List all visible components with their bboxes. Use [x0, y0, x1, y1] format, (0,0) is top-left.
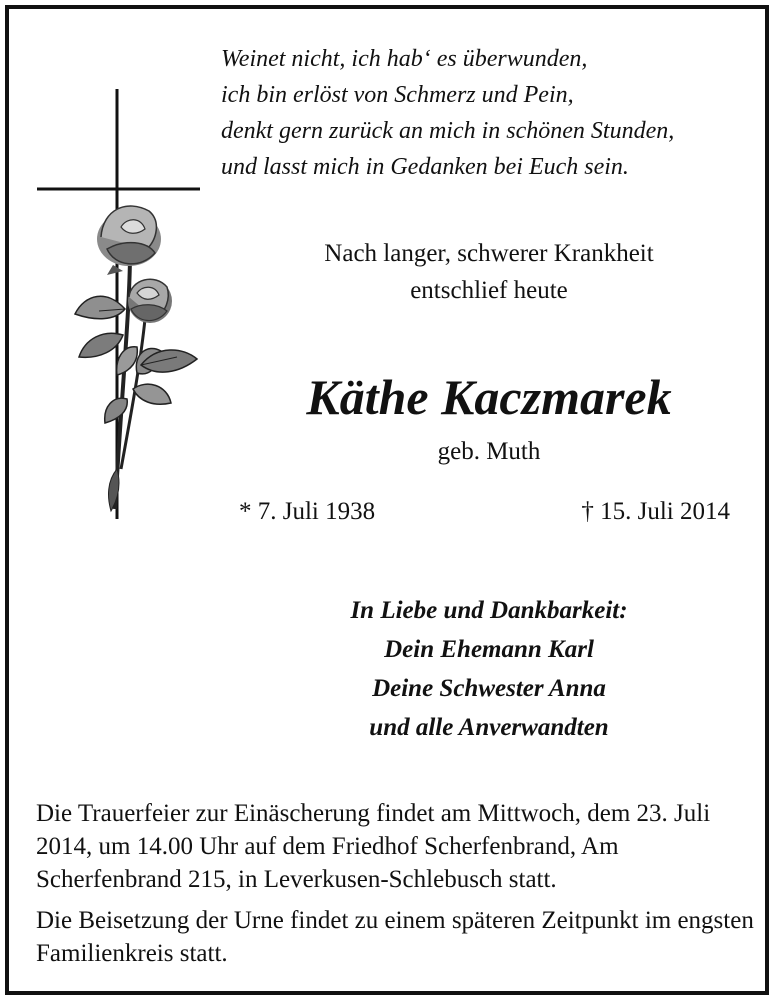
mourners-block: [219, 591, 759, 747]
poem-line: Weinet nicht, ich hab‘ es überwunden,: [221, 46, 588, 72]
mourner-line: und alle Anverwandten: [369, 714, 609, 741]
announcement-line: Nach langer, schwerer Krankheit: [324, 240, 654, 267]
cross-with-roses-icon: [37, 89, 207, 529]
urn-burial-paragraph: Die Beisetzung der Urne findet zu einem späteren Zeitpunkt im engsten Familienkreis statt.: [36, 907, 754, 967]
birth-name: geb. Muth: [437, 438, 541, 465]
poem-line: und lasst mich in Gedanken bei Euch sein.: [221, 154, 629, 180]
announcement-line: entschlief heute: [410, 277, 568, 304]
poem-line: ich bin erlöst von Schmerz und Pein,: [221, 82, 574, 108]
mourner-line: Dein Ehemann Karl: [384, 636, 594, 663]
death-date: † 15. Juli 2014: [581, 498, 730, 525]
poem-line: denkt gern zurück an mich in schönen Stunden,: [221, 118, 675, 144]
funeral-service-paragraph: Die Trauerfeier zur Einäscherung findet am Mittwoch, dem 23. Juli 2014, um 14.00 Uhr auf dem Friedhof Scherfenbrand, Am Scherfenbrand 215, in Leverkusen-Schlebusch statt.: [36, 800, 711, 893]
service-details: [36, 797, 756, 970]
mourner-line: Deine Schwester Anna: [372, 675, 606, 702]
poem: [221, 41, 761, 185]
obituary-frame: [5, 5, 769, 995]
mourners-heading: In Liebe und Dankbarkeit:: [350, 597, 628, 624]
birth-date: * 7. Juli 1938: [239, 498, 376, 525]
announcement: [219, 235, 759, 309]
deceased-name: Käthe Kaczmarek: [306, 369, 672, 425]
